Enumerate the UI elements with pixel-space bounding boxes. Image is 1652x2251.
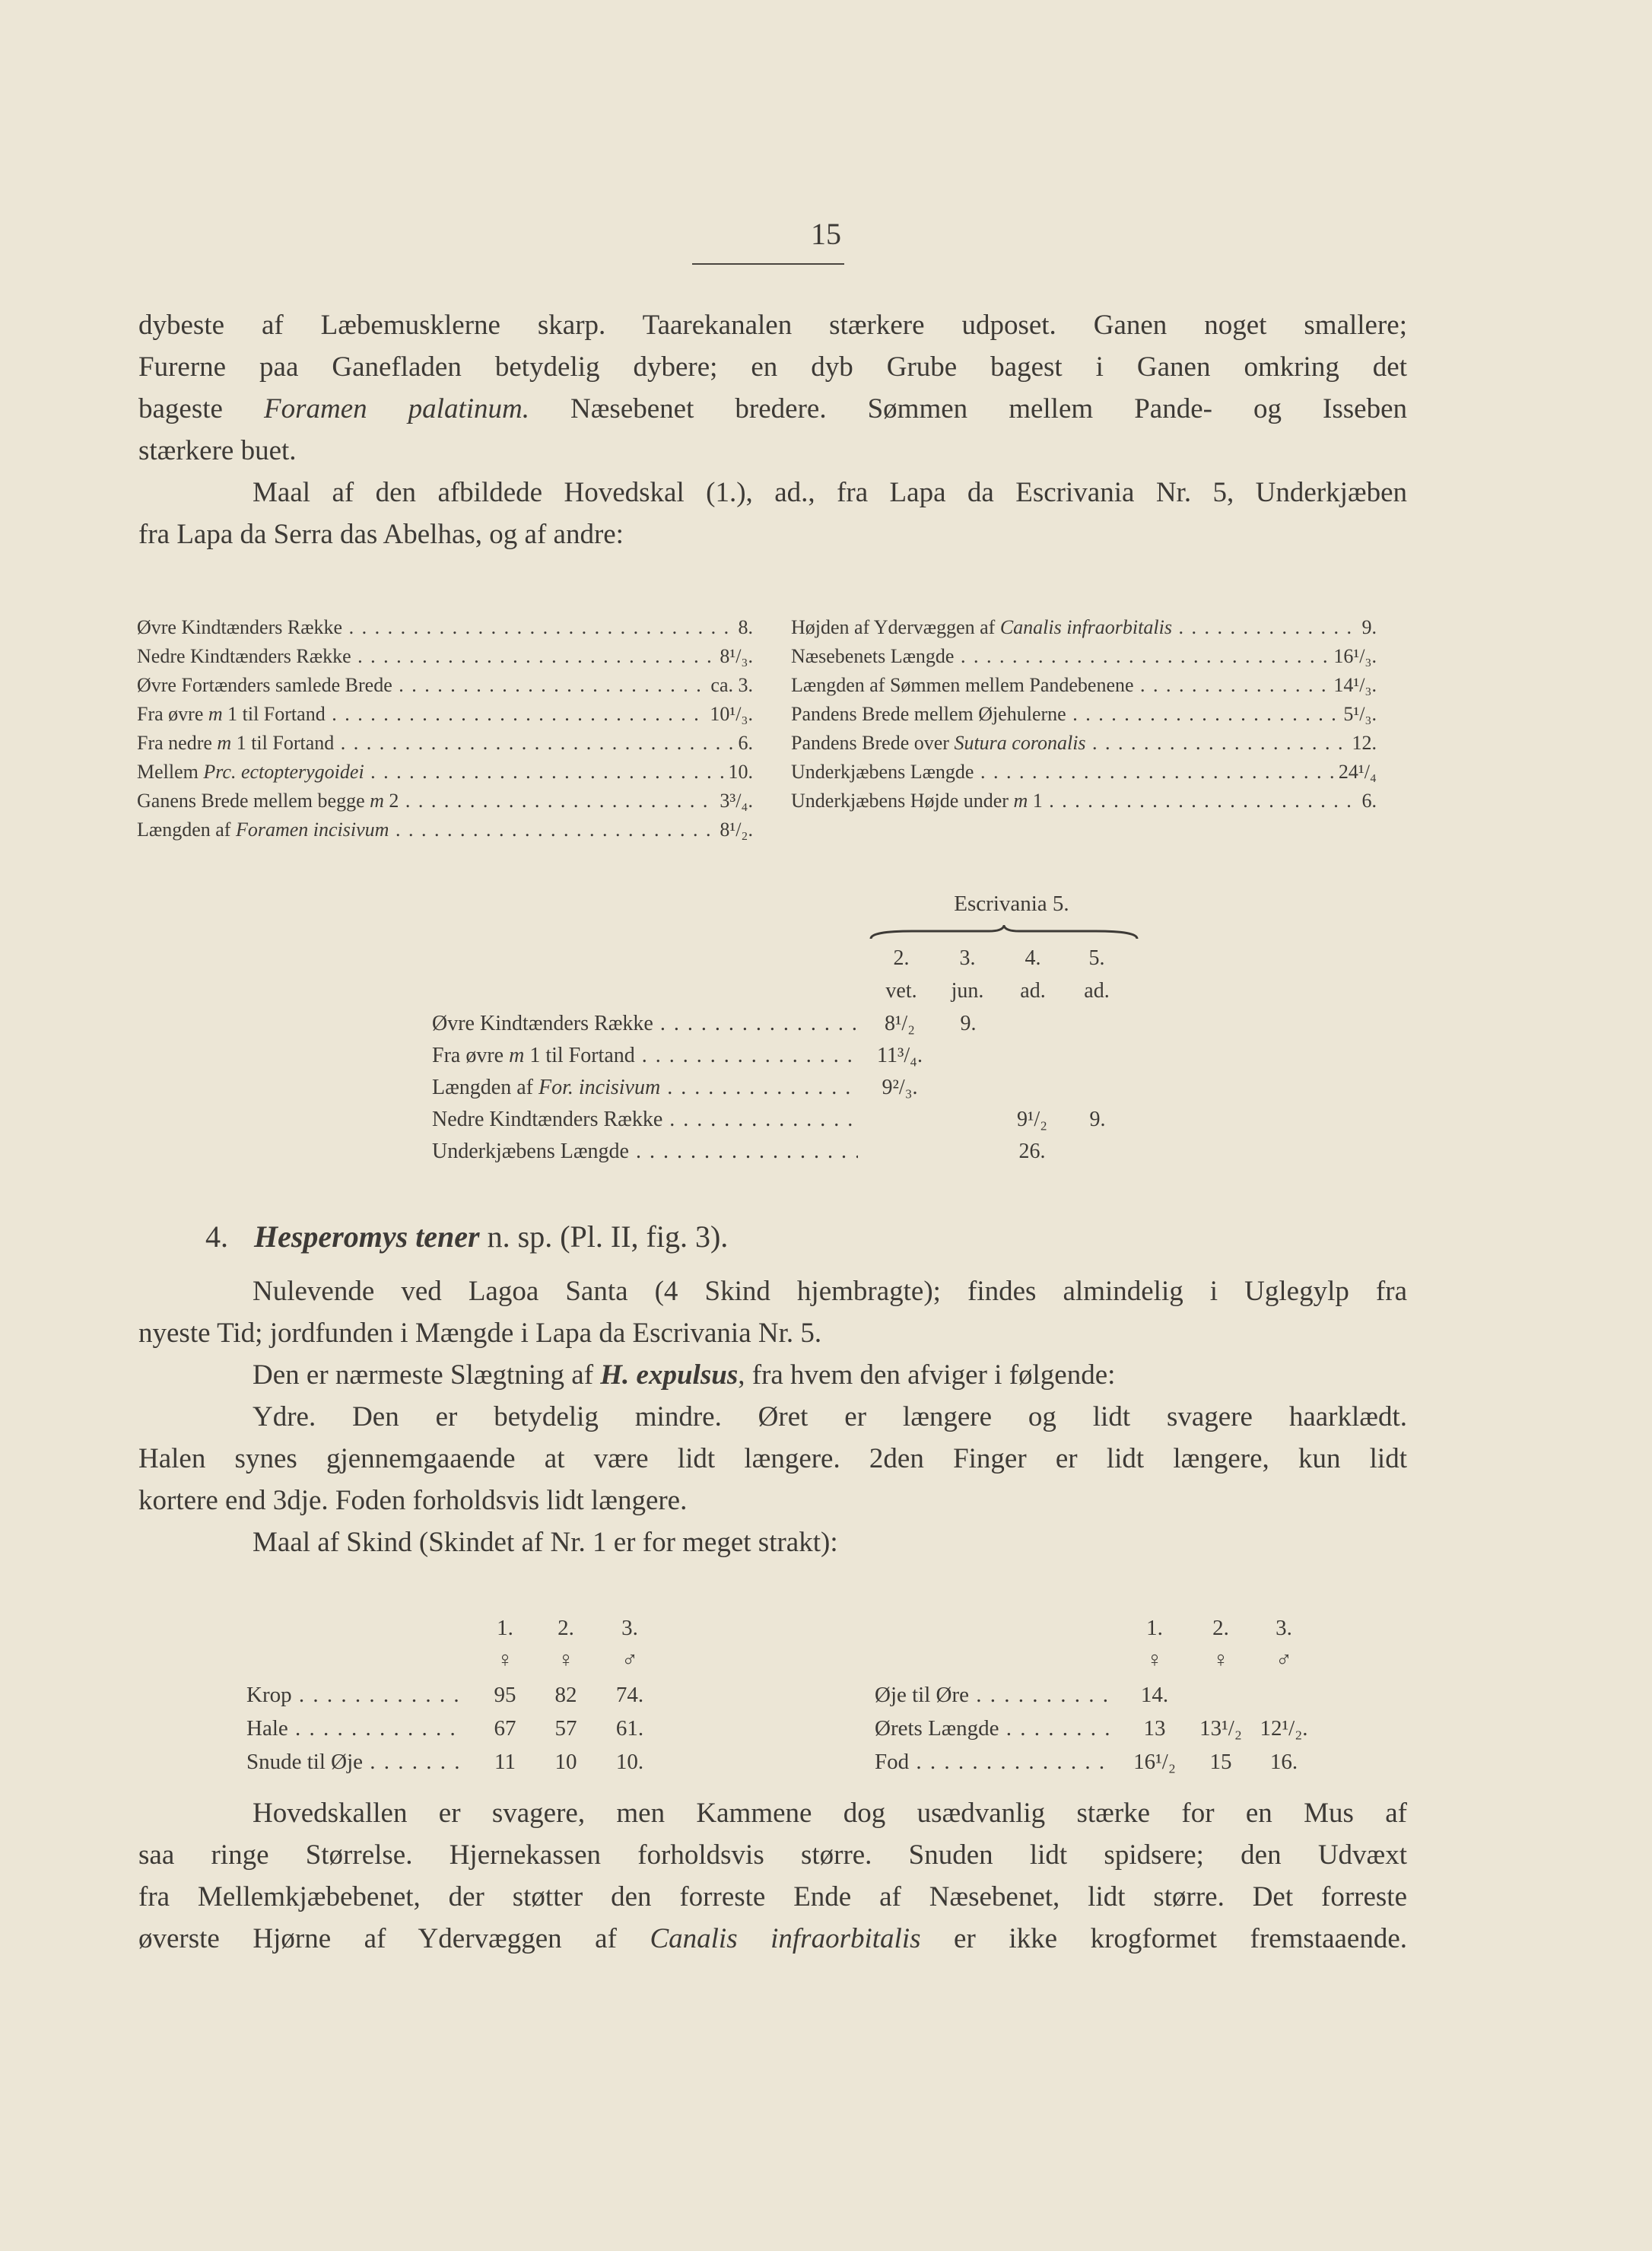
measurement-row [791,700,1377,729]
text-run: Den er nærmeste Slægtning af [253,1359,601,1391]
measurement-row [137,816,753,844]
measurement-row [137,642,753,671]
text-line: Furerne paa Ganefladen betydelig dybere; en dyb Grube bagest i Ganen omkring det [138,351,1407,383]
skin-cell: 74. [615,1683,644,1707]
escrivania-cell: 9. [960,1012,977,1035]
measurement-row [791,729,1377,758]
text-run: er ikke krogformet fremstaaende. [920,1923,1408,1954]
italic-term: Foramen palatinum. [263,393,529,424]
text-line: Maal af den afbildede Hovedskal (1.), ad., fra Lapa da Escrivania Nr. 5, Underkjæben [253,477,1407,508]
row-label: Længden af For. incisivum . . . [432,1073,858,1102]
measurement-label: Mellem Prc. ectopterygoidei . . . [137,758,726,787]
skin-cell: 16¹/₂ [1133,1750,1176,1774]
skin-cell: 16. [1269,1750,1298,1774]
row-label: Fra øvre m 1 til Fortand . . . [432,1041,858,1070]
measurement-row [137,787,753,816]
measurement-row [137,758,753,787]
measurement-value: 9. [1361,616,1377,638]
escrivania-row-label [432,1073,858,1102]
escrivania-row-label [432,1137,858,1166]
text-run: bageste [138,393,264,424]
measurement-label: Pandens Brede over Sutura coronalis . . . [791,729,1349,758]
escrivania-cell: 26. [1018,1140,1046,1163]
measurement-label: Næsebenets Længde . . . [791,642,1330,671]
text-line [138,388,1407,430]
text-run: , fra hvem den afviger i følgende: [738,1359,1116,1391]
skin-col-number: 1. [1146,1616,1163,1640]
skin-cell: 67 [494,1716,516,1741]
intro-paragraph [138,304,1407,555]
measurement-label: Underkjæbens Længde . . . [791,758,1336,787]
page-number-rule [692,263,844,265]
measurement-row [791,613,1377,642]
measurement-label: Øvre Fortænders samlede Brede . . . [137,671,707,700]
skin-col-sex: ♀ [497,1648,513,1672]
skin-col-number: 2. [558,1616,574,1640]
measurement-value: ca. 3. [710,674,753,696]
measurement-value: 14¹/₃. [1333,674,1377,696]
skin-cell: 57 [554,1716,577,1741]
closing-paragraph [138,1792,1407,1960]
measurement-value: 5¹/₃. [1343,703,1377,725]
measurement-row [791,787,1377,816]
measurement-row [791,758,1377,787]
skin-row-label [246,1712,459,1745]
skin-cell: 13¹/₂ [1199,1716,1242,1741]
measurement-value: 10¹/₃. [710,703,753,725]
escrivania-row-label [432,1105,858,1134]
species-number: 4. [205,1219,228,1254]
escrivania-cell: 11³/₄. [877,1044,923,1067]
measurement-value: 6. [738,732,753,754]
skin-cell: 14. [1140,1683,1169,1707]
skin-cell: 61. [615,1716,644,1741]
skin-row-label [875,1745,1110,1779]
row-label: Underkjæbens Længde . . . [432,1137,858,1166]
skin-col-sex: ♀ [1146,1648,1163,1672]
measurement-row [137,729,753,758]
text-line: Halen synes gjennemgaaende at være lidt længere. 2den Finger er lidt længere, kun lidt [138,1443,1407,1474]
text-line [138,1354,1407,1396]
skin-row-label [875,1712,1110,1745]
measurement-label: Højden af Ydervæggen af Canalis infraorbitalis . . . [791,613,1359,642]
skin-cell: 82 [554,1683,577,1707]
skin-cell: 13 [1143,1716,1166,1741]
escrivania-col-number: 5. [1088,946,1105,970]
measurement-row [791,671,1377,700]
measurement-label: Fra øvre m 1 til Fortand . . . [137,700,707,729]
row-label: Snude til Øje . . . [246,1745,459,1779]
skin-cell: 95 [494,1683,516,1707]
escrivania-col-age: ad. [1084,979,1110,1003]
row-label: Krop . . . [246,1678,459,1712]
species-heading [205,1219,728,1254]
measurement-value: 8¹/₂. [720,819,753,841]
text-line: Maal af Skind (Skindet af Nr. 1 er for meget strakt): [253,1527,838,1558]
measurement-label: Længden af Foramen incisivum . . . [137,816,716,844]
skin-col-sex: ♂ [1276,1648,1292,1672]
measurement-row [791,642,1377,671]
skin-cell: 15 [1209,1750,1232,1774]
text-line: Nulevende ved Lagoa Santa (4 Skind hjembragte); findes almindelig i Uglegylp fra [253,1276,1407,1307]
skin-cell: 12¹/₂. [1260,1716,1308,1741]
measurement-value: 3³/₄. [720,790,753,812]
text-line: fra Lapa da Serra das Abelhas, og af andre: [138,519,624,550]
measurement-value: 10. [728,761,753,783]
text-line: Hovedskallen er svagere, men Kammene dog usædvanlig stærke for en Mus af [253,1798,1407,1829]
measurement-value: 6. [1361,790,1377,812]
measurement-label: Ganens Brede mellem begge m 2 . . . [137,787,716,816]
escrivania-cell: 9²/₃. [882,1076,918,1099]
escrivania-col-age: ad. [1020,979,1046,1003]
skin-row-label [246,1745,459,1779]
escrivania-col-number: 4. [1025,946,1041,970]
escrivania-col-age: vet. [885,979,917,1003]
skin-cell: 11 [494,1750,516,1774]
escrivania-col-age: jun. [951,979,984,1003]
row-label: Fod . . . [875,1745,1110,1779]
skin-row-label [246,1678,459,1712]
measurement-label: Fra nedre m 1 til Fortand . . . [137,729,735,758]
measurement-value: 16¹/₃. [1333,645,1377,667]
species-reference: n. sp. (Pl. II, fig. 3). [479,1219,729,1254]
skin-col-number: 3. [1276,1616,1292,1640]
italic-term: H. expulsus [600,1359,739,1391]
text-line: dybeste af Læbemusklerne skarp. Taarekanalen stærkere udposet. Ganen noget smallere; [138,310,1407,341]
measurement-label: Øvre Kindtænders Række . . . [137,613,735,642]
measurement-value: 24¹/₄ [1338,761,1377,783]
text-line: fra Mellemkjæbebenet, der støtter den forreste Ende af Næsebenet, lidt større. Det forreste [138,1881,1407,1912]
row-label: Nedre Kindtænders Række . . . [432,1105,858,1134]
row-label: Øje til Øre . . . [875,1678,1110,1712]
measurement-label: Længden af Sømmen mellem Pandebenene . . . [791,671,1330,700]
escrivania-title: Escrivania 5. [954,892,1069,916]
escrivania-row-label [432,1009,858,1038]
escrivania-cell: 9¹/₂ [1017,1108,1047,1131]
skin-col-sex: ♀ [558,1648,574,1672]
row-label: Øvre Kindtænders Række . . . [432,1009,858,1038]
measurement-value: 8. [738,616,753,638]
skin-col-sex: ♀ [1212,1648,1229,1672]
species-name: Hesperomys tener [254,1219,480,1254]
escrivania-col-number: 3. [959,946,976,970]
species-paragraph [138,1270,1407,1563]
skin-cell: 10. [615,1750,644,1774]
row-label: Ørets Længde . . . [875,1712,1110,1745]
skin-col-number: 2. [1212,1616,1229,1640]
skin-col-sex: ♂ [621,1648,638,1672]
text-line: stærkere buet. [138,435,297,466]
escrivania-row-label [432,1041,858,1070]
text-line: saa ringe Størrelse. Hjernekassen forholdsvis større. Snuden lidt spidsere; den Udvæxt [138,1839,1407,1871]
escrivania-col-number: 2. [893,946,910,970]
skin-cell: 10 [554,1750,577,1774]
measurement-label: Pandens Brede mellem Øjehulerne . . . [791,700,1340,729]
escrivania-brace [867,925,1141,943]
text-run: øverste Hjørne af Ydervæggen af [138,1923,650,1954]
measurement-row [137,700,753,729]
measurement-label: Nedre Kindtænders Række . . . [137,642,716,671]
skin-col-number: 3. [621,1616,638,1640]
skin-row-label [875,1678,1110,1712]
italic-term: Canalis infraorbitalis [650,1923,921,1954]
text-line: kortere end 3dje. Foden forholdsvis lidt længere. [138,1485,688,1516]
row-label: Hale . . . [246,1712,459,1745]
measurement-row [137,671,753,700]
measurement-value: 12. [1352,732,1377,754]
skin-col-number: 1. [497,1616,513,1640]
text-line [138,1918,1407,1960]
measurement-row [137,613,753,642]
text-run: Næsebenet bredere. Sømmen mellem Pande- og Isseben [529,393,1407,424]
page-number: 15 [811,217,841,251]
text-line: Ydre. Den er betydelig mindre. Øret er længere og lidt svagere haarklædt. [253,1401,1407,1432]
text-line: nyeste Tid; jordfunden i Mængde i Lapa da Escrivania Nr. 5. [138,1318,822,1349]
measurement-value: 8¹/₃. [720,645,753,667]
measurement-label: Underkjæbens Højde under m 1 . . . [791,787,1359,816]
escrivania-cell: 8¹/₂ [885,1012,915,1035]
escrivania-cell: 9. [1089,1108,1106,1131]
